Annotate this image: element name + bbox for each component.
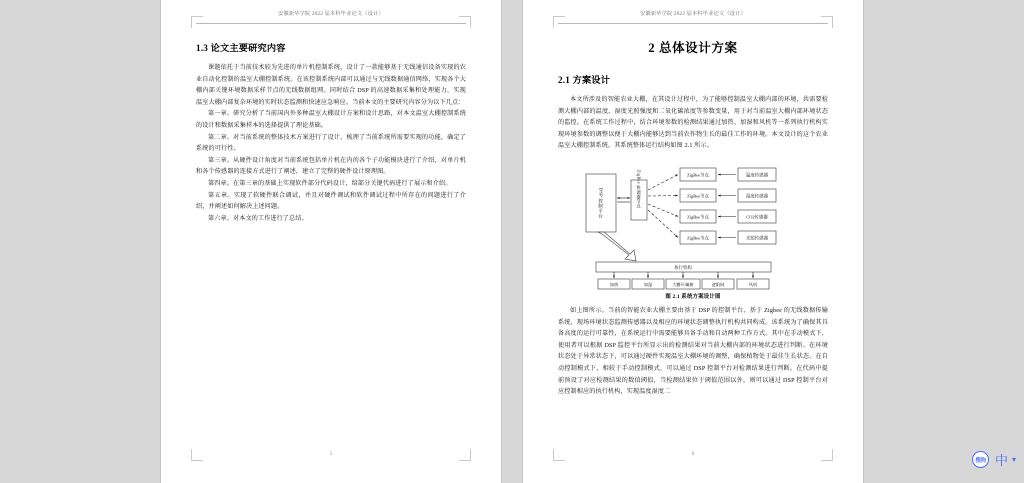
diagram-label-sensor-4: 光照传感器 bbox=[746, 235, 768, 241]
right-section-title: 2.1 方案设计 bbox=[558, 75, 611, 85]
right-paragraph-2: 如上图所示。当前的智能农业大棚主要由基于 DSP 的控制平台、基于 Zigbee 的无线数据传输系统、现场环境状态监测传感器以及相应的环境状态调整执行机构共同构成。该系统为了确保其具备高度的运行可靠性，在系统运行中需要能够具备手动和自动两种工作方式。其中在手动模式下，使用者可以根据 DSP 监控平台所显示出的检测结果对当前大棚内部的环境状态进行判断。在环境状态处于异常状态下，可以通过硬件实现温室大棚环境的调整，确保植物处于最佳生长状态。在自动控制模式下，相较于手动控制模式，可以通过 DSP 控制平台对检测结果进行判断。在代码中提前预设了对应检测结果的数值阈值，当检测结果位于阈值范围以外，则可以通过 DSP 控制平台对应控制相应的执行机构，实现温度湿度二 bbox=[558, 307, 828, 396]
left-paragraph-6: 第五章。实现了软硬件联合调试，并且对硬件调试和软件调试过程中所存在的问题进行了介绍，并阐述如何解决上述问题。 bbox=[196, 192, 466, 211]
diagram-actuator-bus-arrow bbox=[598, 232, 636, 261]
left-section-title: 1.3 论文主要研究内容 bbox=[196, 43, 286, 53]
document-page-left[interactable] bbox=[161, 0, 501, 483]
diagram-sensor-links bbox=[718, 174, 736, 237]
system-architecture-diagram bbox=[558, 162, 828, 290]
header-rule-right bbox=[558, 23, 828, 24]
diagram-connector-controller-coordinator bbox=[617, 198, 630, 202]
chapter-title: 2 总体设计方案 bbox=[648, 41, 738, 55]
ime-logo-icon[interactable]: 搜狗 bbox=[972, 451, 989, 468]
left-paragraph-3: 第二章。对当前系统的整体技术方案进行了设计，梳理了当前系统所需要实现的功能，确定了系统的可行性。 bbox=[196, 134, 466, 153]
diagram-label-actuator-1: 加热 bbox=[609, 281, 619, 287]
diagram-actuator-drops bbox=[614, 272, 753, 278]
right-paragraph-1: 本文所涉及的智能农业大棚，在其设计过程中，为了能够控制温室大棚内部的环境，共需要检测大棚内部的温度、湿度光照强度和二氧化碳浓度等参数变量，用于对当前温室大棚内部环境状态的监控。在系统工作过程中，结合环境参数的检测结果通过加热、加湿和风机等一系列执行机构实现环境参数的调整以便于大棚内能够达到当前农作物生长的最佳工作的环境。本文设计的这个农业温室大棚控制系统，其系统整体运行结构如图 2.1 所示。 bbox=[558, 97, 828, 150]
ime-indicator[interactable] bbox=[972, 450, 1016, 469]
left-paragraph-4: 第三章。从硬件设计角度对当前系统包括单片机在内的各个子功能模块进行了介绍，对单片机和各个传感器的连接方式进行了阐述，建立了完整的硬件设计原理图。 bbox=[196, 157, 466, 176]
diagram-label-node-2: ZigBee节点 bbox=[687, 193, 709, 199]
document-page-right[interactable] bbox=[523, 0, 863, 483]
ime-mode-toggle[interactable]: 中 bbox=[994, 453, 1008, 468]
diagram-label-actuator-4: 遮阳网 bbox=[711, 281, 725, 287]
diagram-wireless-links bbox=[648, 174, 678, 237]
running-header-right: 安徽新华学院 2022 届本科毕业论文（设计） bbox=[640, 11, 746, 17]
diagram-label-node-4: ZigBee节点 bbox=[687, 235, 709, 241]
diagram-label-sensor-2: 湿度传感器 bbox=[746, 193, 768, 199]
page-number-left: 5 bbox=[329, 452, 333, 457]
figure-block bbox=[558, 162, 828, 300]
chevron-down-icon[interactable]: ▾ bbox=[1011, 455, 1016, 464]
figure-caption: 图 2.1 系统方案设计图 bbox=[665, 293, 721, 300]
running-header-left: 安徽新华学院 2022 届本科毕业论文（设计） bbox=[278, 11, 384, 17]
diagram-label-actuator-2: 加湿 bbox=[643, 281, 653, 287]
page-number-right: 6 bbox=[691, 452, 695, 457]
diagram-label-coordinator: ZigBee 协调器节点 bbox=[636, 169, 642, 209]
diagram-label-node-1: ZigBee节点 bbox=[687, 172, 709, 178]
diagram-label-actuator-bus: 执行机构 bbox=[674, 264, 692, 270]
diagram-label-node-3: ZigBee节点 bbox=[687, 214, 709, 220]
left-paragraph-2: 第一章。研究分析了当前国内外多种温室大棚设计方案和设计思路，对本文温室大棚控制系统的设计和数据采集样本的选择提供了理论基础。 bbox=[196, 111, 466, 129]
left-paragraph-7: 第六章。对本文的工作进行了总结。 bbox=[208, 215, 308, 222]
diagram-label-controller: DSP 控制平台 bbox=[598, 187, 604, 219]
diagram-label-sensor-3: CO2传感器 bbox=[746, 214, 768, 220]
left-paragraph-5: 第四章。在第三章的基础上实现软件部分代码设计，给部分关键代码进行了展示和介绍。 bbox=[208, 180, 452, 187]
diagram-label-actuator-5: 风机 bbox=[748, 281, 758, 287]
left-paragraph-1: 课题依托于当前技术较为先进的单片机控制系统，设计了一款能够基于无线通信设备实现的农业自动化控制的温室大棚控制系统。在该控制系统内部可以通过与无线数据通信网络，实现各个大棚内部关键环境数据采样节点的无线数据组网。同时结合 DSP 的高速数据采集和处理能力，实现温室大棚内部复杂环境的实时状态监测和快速应急响应。当前本文的主要研究内容分为以下几点： bbox=[196, 65, 466, 106]
diagram-label-actuator-3: 大棚开/阖窗 bbox=[672, 281, 694, 287]
diagram-label-sensor-1: 温度传感器 bbox=[746, 172, 768, 178]
header-rule-left bbox=[196, 23, 466, 24]
